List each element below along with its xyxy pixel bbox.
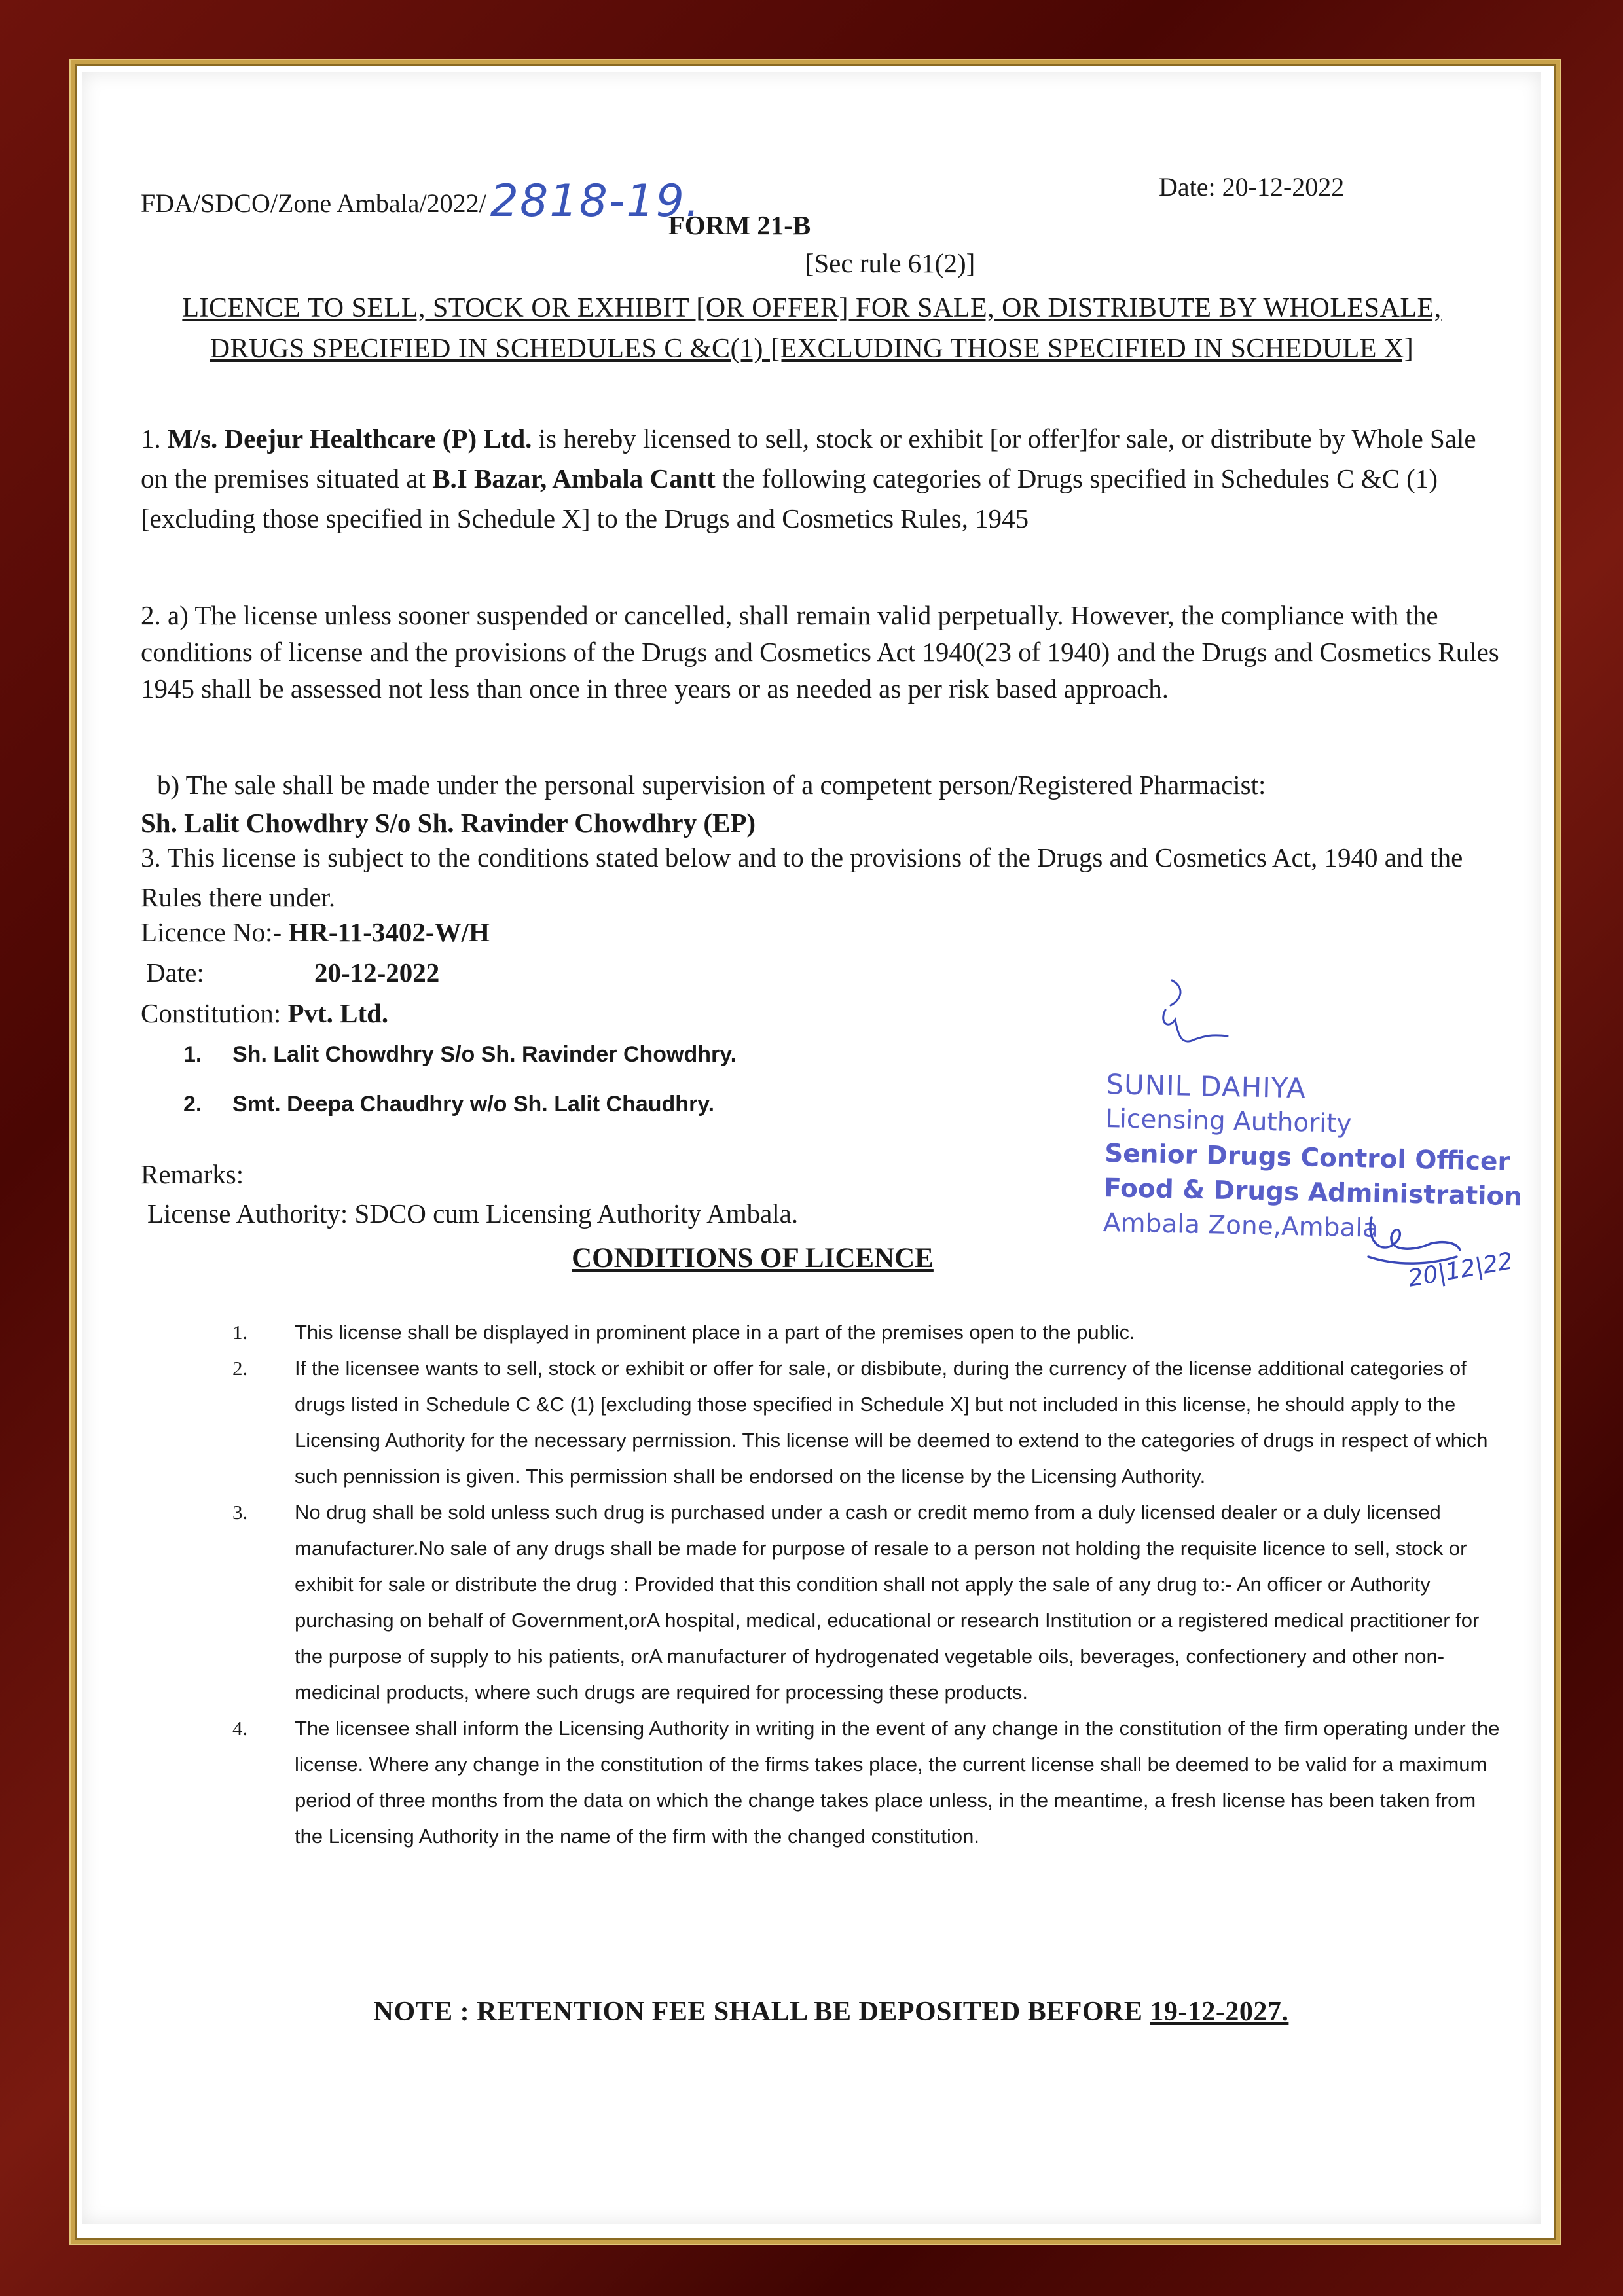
paragraph-2a: 2. a) The license unless sooner suspended or cancelled, shall remain valid perpetually. However, the compliance with the conditions of license and the provisions of the Drugs and Cosmetics Act 1940(23 of 1940) and the Drugs and Cosmetics Rules 1945 shall be assessed not less than once in three years or as needed as per risk based approach. [141,600,1499,704]
authority-stamp: SUNIL DAHIYA Licensing Authority Senior Drugs Control Officer Food & Drugs Administration Ambala Zone,Ambala [1103,1067,1523,1244]
remarks-label: Remarks: [141,1159,244,1189]
conditions-title: CONDITIONS OF LICENCE [572,1243,934,1274]
condition-item: 3. No drug shall be sold unless such drug is purchased under a cash or credit memo from a duly licensed dealer or a duly licensed manufacturer.No sale of any drugs shall be made for purpose of resale to a person not holding the requisite licence to sell, stock or exhibit for sale or distribute the drug : Provided that this condition shall not apply the sale of any drug to:- An officer or Authority purchasing on behalf of Government,orA hospital, medical, educational or research Institution or a registered medical practitioner for the purpose of supply to his patients, orA manufacturer of hydrogenated vegetable oils, beverages, confectionery and other non-medicinal products, where such drugs are required for processing these products. [232,1501,1480,1704]
handwritten-dispatch-number: 2818-19. [490,175,701,227]
conditions-list [232,1314,1503,1854]
partner-item: 1. Sh. Lalit Chowdhry S/o Sh. Ravinder Chowdhry. [183,1042,737,1067]
signature-mark [1146,974,1237,1072]
paragraph-3: 3. This license is subject to the conditions stated below and to the provisions of the Drugs and Cosmetics Act, 1940 and the Rules there under. [141,842,1463,912]
condition-item: 1. This license shall be displayed in prominent place in a part of the premises open to the public. [232,1321,1135,1344]
reference-number: FDA/SDCO/Zone Ambala/2022/2818-19. [141,175,701,227]
signature-date: 20|12|22 [1406,1247,1516,1293]
certificate-paper [82,72,1541,2224]
constitution: Constitution: Pvt. Ltd. [141,998,389,1028]
section-rule: [Sec rule 61(2)] [805,248,976,278]
condition-item: 4. The licensee shall inform the Licensing Authority in writing in the event of any change in the constitution of the firm operating under the license. Where any change in the constitution of the firms takes place, the current license shall be deemed to be valid for a maximum period of three months from the data on which the change takes place unless, in the meantime, a fresh license has been taken from the Licensing Authority in the name of the firm with the changed constitution. [232,1717,1500,1848]
pharmacist-name: Sh. Lalit Chowdhry S/o Sh. Ravinder Chowdhry (EP) [141,808,756,838]
premises-address: B.I Bazar, Ambala Cantt [432,463,716,493]
firm-name: M/s. Deejur Healthcare (P) Ltd. [168,423,532,454]
paragraph-2b: b) The sale shall be made under the personal supervision of a competent person/Registered Pharmacist: Sh. Lalit Chowdhry S/o Sh. Ravinder Chowdhry (EP) [141,770,1266,838]
form-title: FORM 21-B [668,210,811,240]
licence-date-label: Date: [146,958,204,988]
partner-item: 2. Smt. Deepa Chaudhry w/o Sh. Lalit Chaudhry. [183,1092,715,1117]
paragraph-1: 1. M/s. Deejur Healthcare (P) Ltd. is hereby licensed to sell, stock or exhibit [or offer]for sale, or distribute by Whole Sale on the premises situated at B.I Bazar, Ambala Cantt the following categories of Drugs specified in Schedules C &C (1) [excluding those specified in Schedule X] to the Drugs and Cosmetics Rules, 1945 [141,423,1476,533]
issue-date: Date: 20-12-2022 [1159,172,1345,202]
retention-fee-note: NOTE : RETENTION FEE SHALL BE DEPOSITED BEFORE 19-12-2027. [373,1997,1289,2027]
retention-due-date: 19-12-2027. [1150,1997,1289,2027]
condition-item: 2. If the licensee wants to sell, stock or exhibit or offer for sale, or disbibute, during the currency of the license additional categories of drugs listed in Schedule C &C (1) [excluding those specified in Schedule X] but not included in this license, he should apply to the Licensing Authority for the necessary perrnission. This license will be deemed to extend to the categories of drugs in respect of which such pennission is given. This permission shall be endorsed on the license by the Licensing Authority. [232,1357,1488,1488]
licence-heading: LICENCE TO SELL, STOCK OR EXHIBIT [OR OFFER] FOR SALE, OR DISTRIBUTE BY WHOLESALE, DRUGS SPECIFIED IN SCHEDULES C &C(1) [EXCLUDING THOSE SPECIFIED IN SCHEDULE X] [182,293,1442,364]
remarks-text: License Authority: SDCO cum Licensing Authority Ambala. [147,1198,799,1229]
licence-number: Licence No:- HR-11-3402-W/H [141,917,490,947]
licence-date-value: 20-12-2022 [314,958,440,988]
